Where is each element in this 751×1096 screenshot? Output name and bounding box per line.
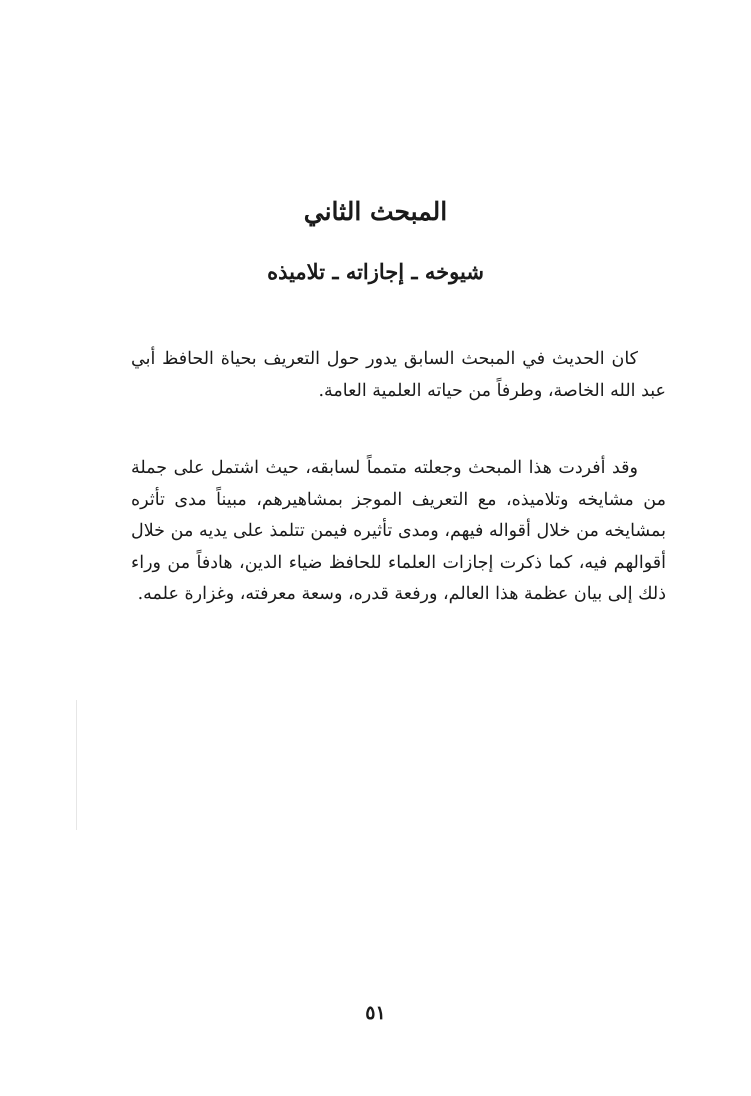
paragraph-main: وقد أفردت هذا المبحث وجعلته متمماً لسابقه، حيث اشتمل على جملة من مشايخه وتلاميذه، مع التعريف الموجز بمشاهيرهم، مبيناً مدى تأثره بمشايخه من خلال أقواله فيهم، ومدى تأثيره فيمن تتلمذ على يديه من خلال أقوالهم فيه، كما ذكرت إجازات العلماء للحافظ ضياء الدين، هادفاً من وراء ذلك إلى بيان عظمة هذا العالم، ورفعة قدره، وسعة معرفته، وغزارة علمه. xyxy=(131,458,666,604)
page-number: ٥١ xyxy=(365,1002,386,1024)
paragraph-intro: كان الحديث في المبحث السابق يدور حول التعريف بحياة الحافظ أبي عبد الله الخاصة، وطرفاً من حياته العلمية العامة. xyxy=(131,349,666,401)
chapter-title: المبحث الثاني xyxy=(303,197,448,226)
page-edge-shadow xyxy=(76,700,77,830)
chapter-subtitle: شيوخه ـ إجازاته ـ تلاميذه xyxy=(267,259,484,284)
